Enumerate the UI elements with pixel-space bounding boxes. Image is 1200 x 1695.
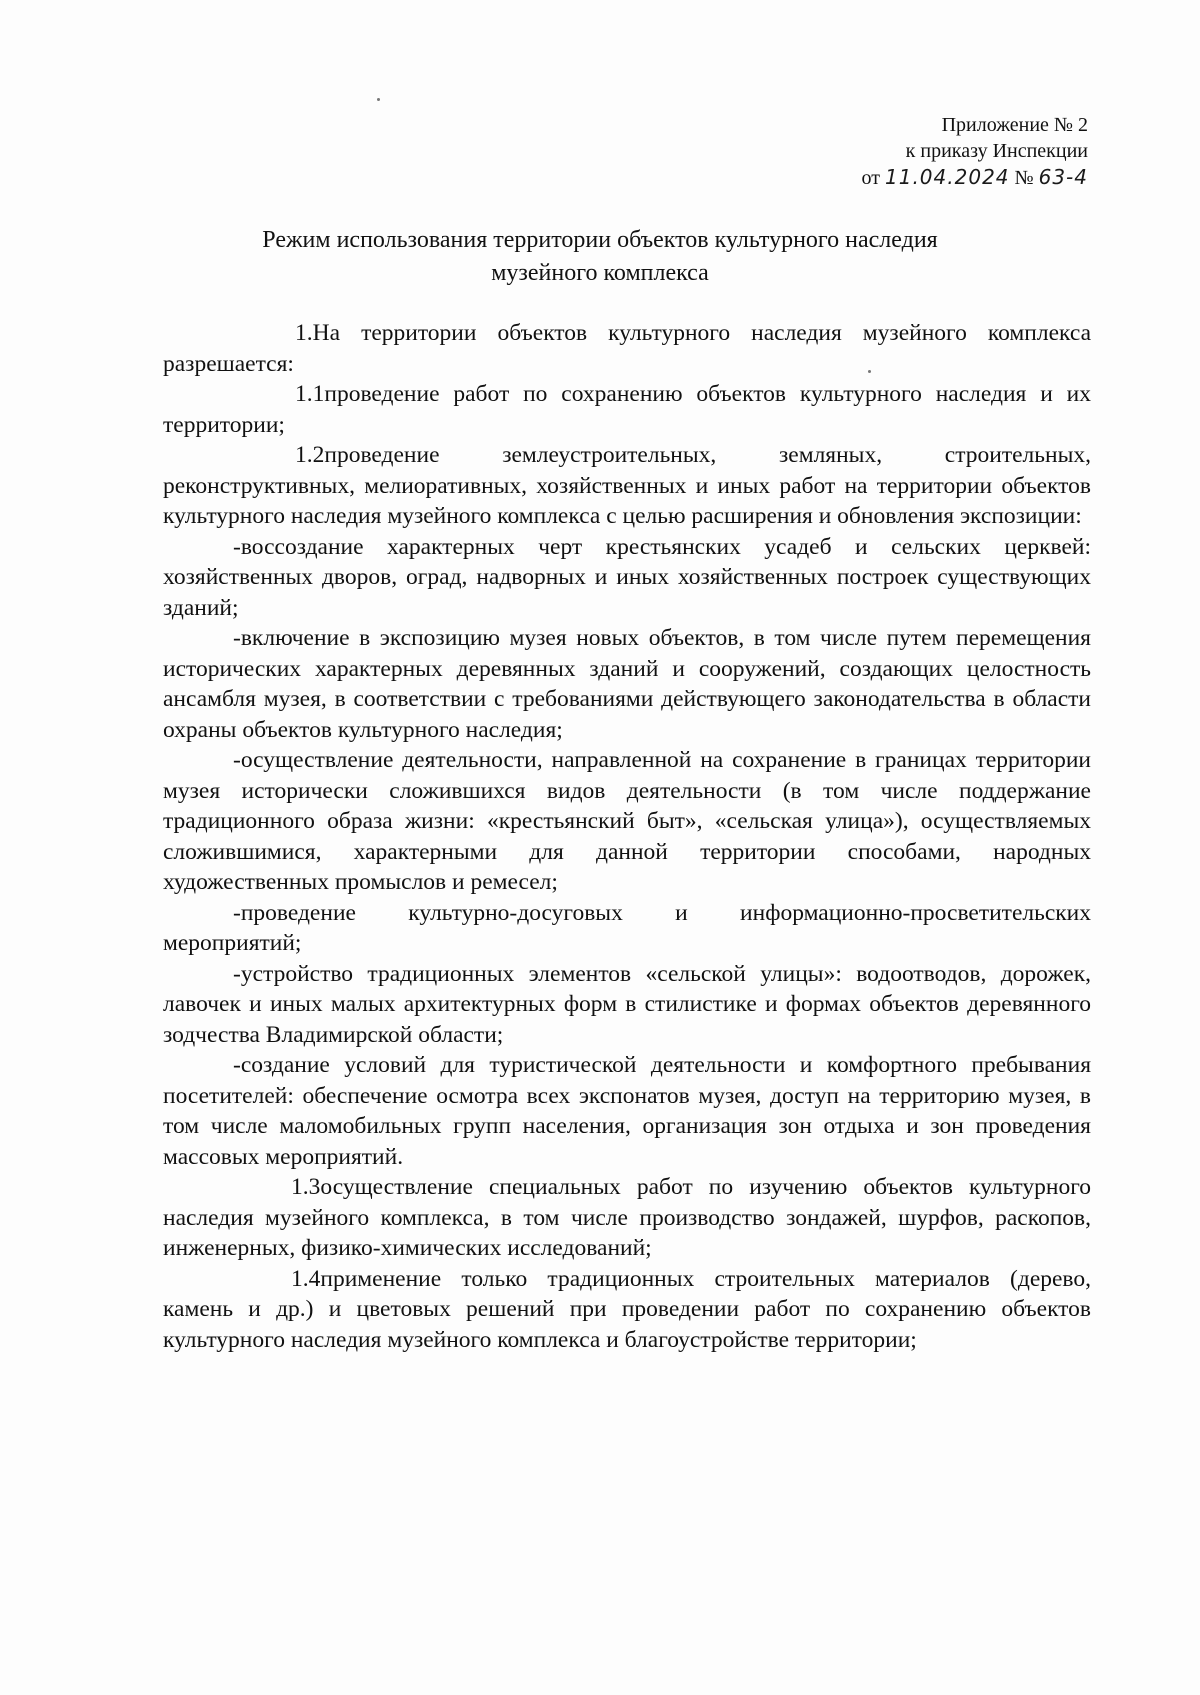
order-date-line [862,164,1088,191]
order-reference: к приказу Инспекции [905,140,1088,162]
bullet-item: -воссоздание характерных черт крестьянских усадеб и сельских церквей: хозяйственных дворов, оград, надворных и иных хозяйственных построек существующих зданий; [163,533,1091,621]
document-title [140,224,1060,290]
clause-text: проведение работ по сохранению объектов культурного наследия и их территории; [163,381,1091,438]
bullet-item: -осуществление деятельности, направленной на сохранение в границах территории музея исторически сложившихся видов деятельности (в том числе поддержание традиционного образа жизни: «крестьянский быт», «сельская улица»), осуществляемых сложившимися, характерными для данной территории способами, народных художественных промыслов и ремесел; [163,747,1091,895]
clause-1-1 [163,379,1091,440]
clause-text: применение только традиционных строительных материалов (дерево, камень и др.) и цветовых решений при проведении работ по сохранению объектов культурного наследия музейного комплекса и благоустройстве территории; [163,1265,1091,1353]
approval-block [862,112,1088,191]
handwritten-date: 11.04.2024 [885,165,1010,189]
appendix-label: Приложение № 2 [941,114,1088,136]
clause-1-2 [163,440,1091,532]
clause-text: На территории объектов культурного наследия музейного комплекса разрешается: [163,320,1091,377]
date-prefix: от [861,167,880,189]
clause-number: 1.2 [295,442,325,468]
clause-1 [163,318,1091,379]
clause-number: 1.3 [291,1174,321,1200]
clause-text: проведение землеустроительных, земляных, строительных, реконструктивных, мелиоративных, хозяйственных и иных работ на территории объектов культурного наследия музейного комплекса с целью расширения и обновления экспозиции: [163,442,1091,529]
bullet-item: -включение в экспозицию музея новых объектов, в том числе путем перемещения исторических характерных деревянных зданий и сооружений, создающих целостность ансамбля музея, в соответствии с требованиями действующего законодательства в области охраны объектов культурного наследия; [163,625,1091,743]
title-line-1: Режим использования территории объектов культурного наследия [262,227,938,253]
number-prefix: № [1014,167,1034,189]
bullet-item: -устройство традиционных элементов «сельской улицы»: водоотводов, дорожек, лавочек и иных малых архитектурных форм в стилистике и формах объектов деревянного зодчества Владимирской области; [163,960,1091,1048]
clause-number: 1. [295,320,313,346]
clause-number: 1.1 [295,381,325,407]
document-body [163,318,1091,1355]
clause-text: осуществление специальных работ по изучению объектов культурного наследия музейного комплекса, в том числе производство зондажей, шурфов, раскопов, инженерных, физико-химических исследований; [163,1174,1091,1261]
scan-speck [377,98,380,101]
clause-1-3 [163,1172,1091,1264]
title-line-2: музейного комплекса [491,260,709,286]
bullet-item: -создание условий для туристической деятельности и комфортного пребывания посетителей: обеспечение осмотра всех экспонатов музея, доступ на территорию музея, в том числе маломобильных групп населения, организация зон отдыха и зон проведения массовых мероприятий. [163,1052,1091,1170]
handwritten-number: 63-4 [1038,165,1088,189]
bullet-item: -проведение культурно-досуговых и информационно-просветительских мероприятий; [163,899,1091,956]
clause-number: 1.4 [291,1265,321,1292]
clause-1-4 [163,1264,1091,1356]
